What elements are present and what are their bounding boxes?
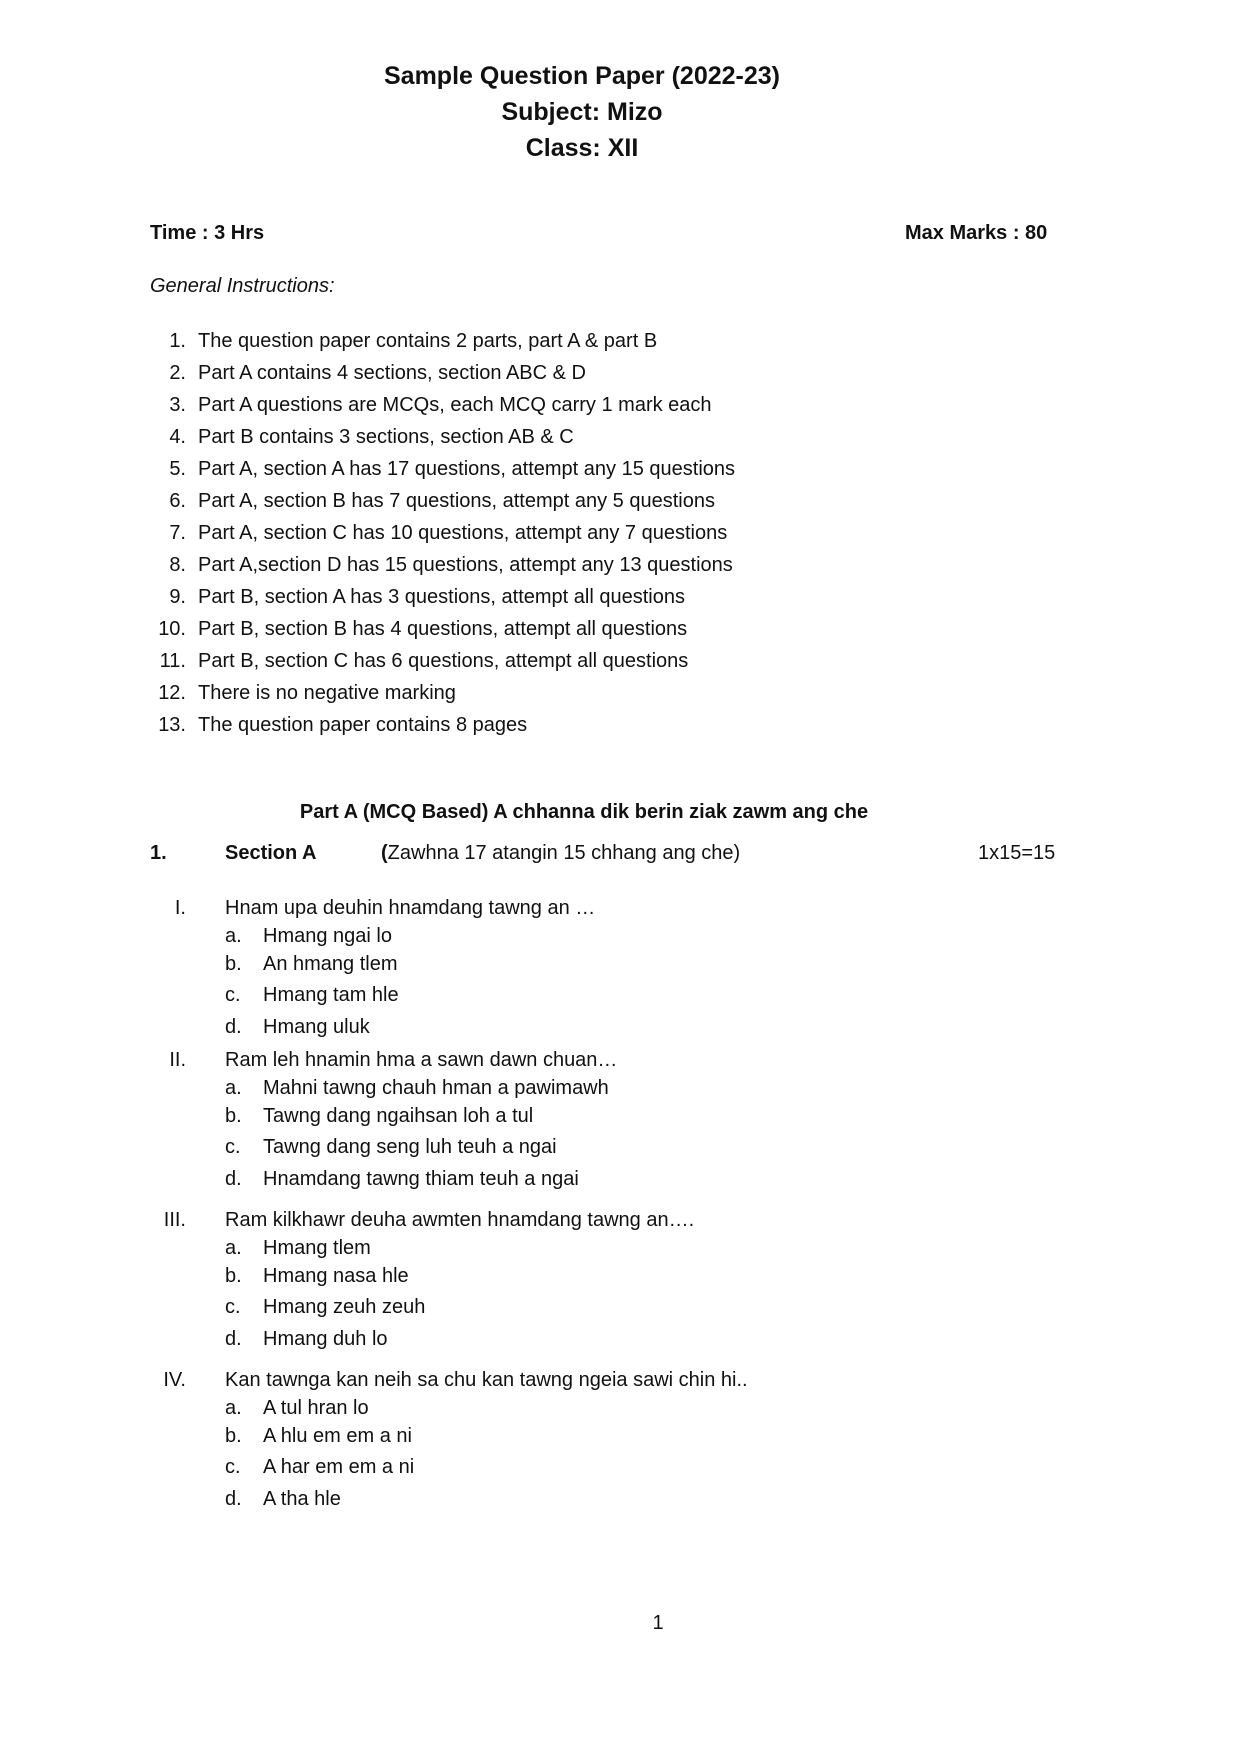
question-text: Kan tawnga kan neih sa chu kan tawng ngeia sawi chin hi.. (225, 1369, 748, 1391)
question-option (225, 1168, 579, 1191)
option-text: Hmang duh lo (263, 1328, 388, 1350)
question-text: Hnam upa deuhin hnamdang tawng an … (225, 897, 596, 919)
option-text: A hlu em em a ni (263, 1425, 412, 1447)
question-option (225, 1328, 388, 1351)
instruction-number: 12. (158, 682, 186, 704)
section-paren: ( (381, 842, 388, 864)
question-option (225, 1136, 557, 1159)
option-text: A tha hle (263, 1488, 341, 1510)
section-number: 1. (150, 842, 167, 864)
option-label: c. (225, 984, 241, 1006)
instruction-number: 7. (169, 522, 186, 544)
instruction-text: Part B contains 3 sections, section AB & C (198, 426, 574, 448)
question-number: IV. (163, 1369, 186, 1391)
option-text: A tul hran lo (263, 1397, 369, 1419)
option-text: Hmang tlem (263, 1237, 371, 1259)
option-label: a. (225, 1077, 242, 1099)
instruction-number: 9. (169, 586, 186, 608)
instruction-text: Part A contains 4 sections, section ABC & D (198, 362, 586, 384)
question-option (225, 1296, 425, 1319)
option-label: c. (225, 1296, 241, 1318)
paper-title: Sample Question Paper (2022-23) (384, 62, 780, 90)
instruction-text: Part A questions are MCQs, each MCQ carry 1 mark each (198, 394, 712, 416)
option-text: Tawng dang seng luh teuh a ngai (263, 1136, 557, 1158)
option-label: c. (225, 1136, 241, 1158)
option-text: Hmang uluk (263, 1016, 370, 1038)
option-label: a. (225, 1237, 242, 1259)
section-instruction-text: Zawhna 17 atangin 15 chhang ang che) (387, 842, 741, 864)
instruction-text: Part A, section B has 7 questions, attempt any 5 questions (198, 490, 715, 512)
instruction-number: 8. (169, 554, 186, 576)
instruction-number: 5. (169, 458, 186, 480)
general-instructions-heading: General Instructions: (150, 275, 335, 297)
option-text: Hmang tam hle (263, 984, 399, 1006)
question-option (225, 1456, 414, 1479)
question-option (225, 1397, 369, 1420)
question-option (225, 1077, 609, 1100)
option-text: Hmang zeuh zeuh (263, 1296, 426, 1318)
instruction-number: 2. (169, 362, 186, 384)
question-number: III. (163, 1209, 186, 1231)
instruction-number: 10. (158, 618, 186, 640)
option-label: d. (225, 1488, 242, 1510)
option-label: a. (225, 1397, 242, 1419)
instruction-text: Part A,section D has 15 questions, attempt any 13 questions (198, 554, 733, 576)
max-marks: Max Marks : 80 (905, 222, 1048, 244)
part-a-heading: Part A (MCQ Based) A chhanna dik berin ziak zawm ang che (299, 801, 869, 823)
option-text: A har em em a ni (263, 1456, 415, 1478)
option-text: An hmang tlem (263, 953, 398, 975)
instruction-text: Part B, section A has 3 questions, attempt all questions (198, 586, 685, 608)
question-option (225, 1105, 533, 1128)
option-label: b. (225, 1425, 242, 1447)
question-number: II. (169, 1049, 186, 1071)
question-option (225, 953, 398, 976)
instruction-text: Part A, section A has 17 questions, attempt any 15 questions (198, 458, 736, 480)
option-text: Hmang ngai lo (263, 925, 392, 947)
question-number: I. (174, 897, 186, 919)
option-label: d. (225, 1328, 242, 1350)
instruction-text: The question paper contains 8 pages (198, 714, 528, 736)
question-option (225, 984, 399, 1007)
instruction-number: 13. (158, 714, 186, 736)
option-label: d. (225, 1016, 242, 1038)
instruction-text: Part A, section C has 10 questions, attempt any 7 questions (198, 522, 728, 544)
instruction-text: Part B, section C has 6 questions, attempt all questions (198, 650, 689, 672)
question-option (225, 1488, 341, 1511)
instruction-text: The question paper contains 2 parts, part A & part B (198, 330, 658, 352)
question-option (225, 1016, 370, 1039)
option-label: c. (225, 1456, 241, 1478)
instruction-text: There is no negative marking (198, 682, 456, 704)
option-label: b. (225, 953, 242, 975)
instruction-number: 6. (169, 490, 186, 512)
option-text: Tawng dang ngaihsan loh a tul (263, 1105, 534, 1127)
page-number: 1 (652, 1612, 664, 1634)
time-allowed: Time : 3 Hrs (150, 222, 265, 244)
question-text: Ram leh hnamin hma a sawn dawn chuan… (225, 1049, 618, 1071)
class-title: Class: XII (525, 134, 639, 162)
question-text: Ram kilkhawr deuha awmten hnamdang tawng an…. (225, 1209, 695, 1231)
question-option (225, 1237, 371, 1260)
option-label: a. (225, 925, 242, 947)
instruction-number: 1. (169, 330, 186, 352)
option-text: Hnamdang tawng thiam teuh a ngai (263, 1168, 579, 1190)
question-option (225, 925, 392, 948)
option-text: Hmang nasa hle (263, 1265, 409, 1287)
option-label: d. (225, 1168, 242, 1190)
section-marks: 1x15=15 (978, 842, 1056, 864)
instruction-number: 3. (169, 394, 186, 416)
option-label: b. (225, 1105, 242, 1127)
question-option (225, 1265, 409, 1288)
question-option (225, 1425, 412, 1448)
instruction-number: 11. (159, 650, 186, 672)
option-text: Mahni tawng chauh hman a pawimawh (263, 1077, 609, 1099)
option-label: b. (225, 1265, 242, 1287)
subject-title: Subject: Mizo (501, 98, 663, 126)
section-title: Section A (225, 842, 317, 864)
instruction-number: 4. (169, 426, 186, 448)
instruction-text: Part B, section B has 4 questions, attempt all questions (198, 618, 688, 640)
